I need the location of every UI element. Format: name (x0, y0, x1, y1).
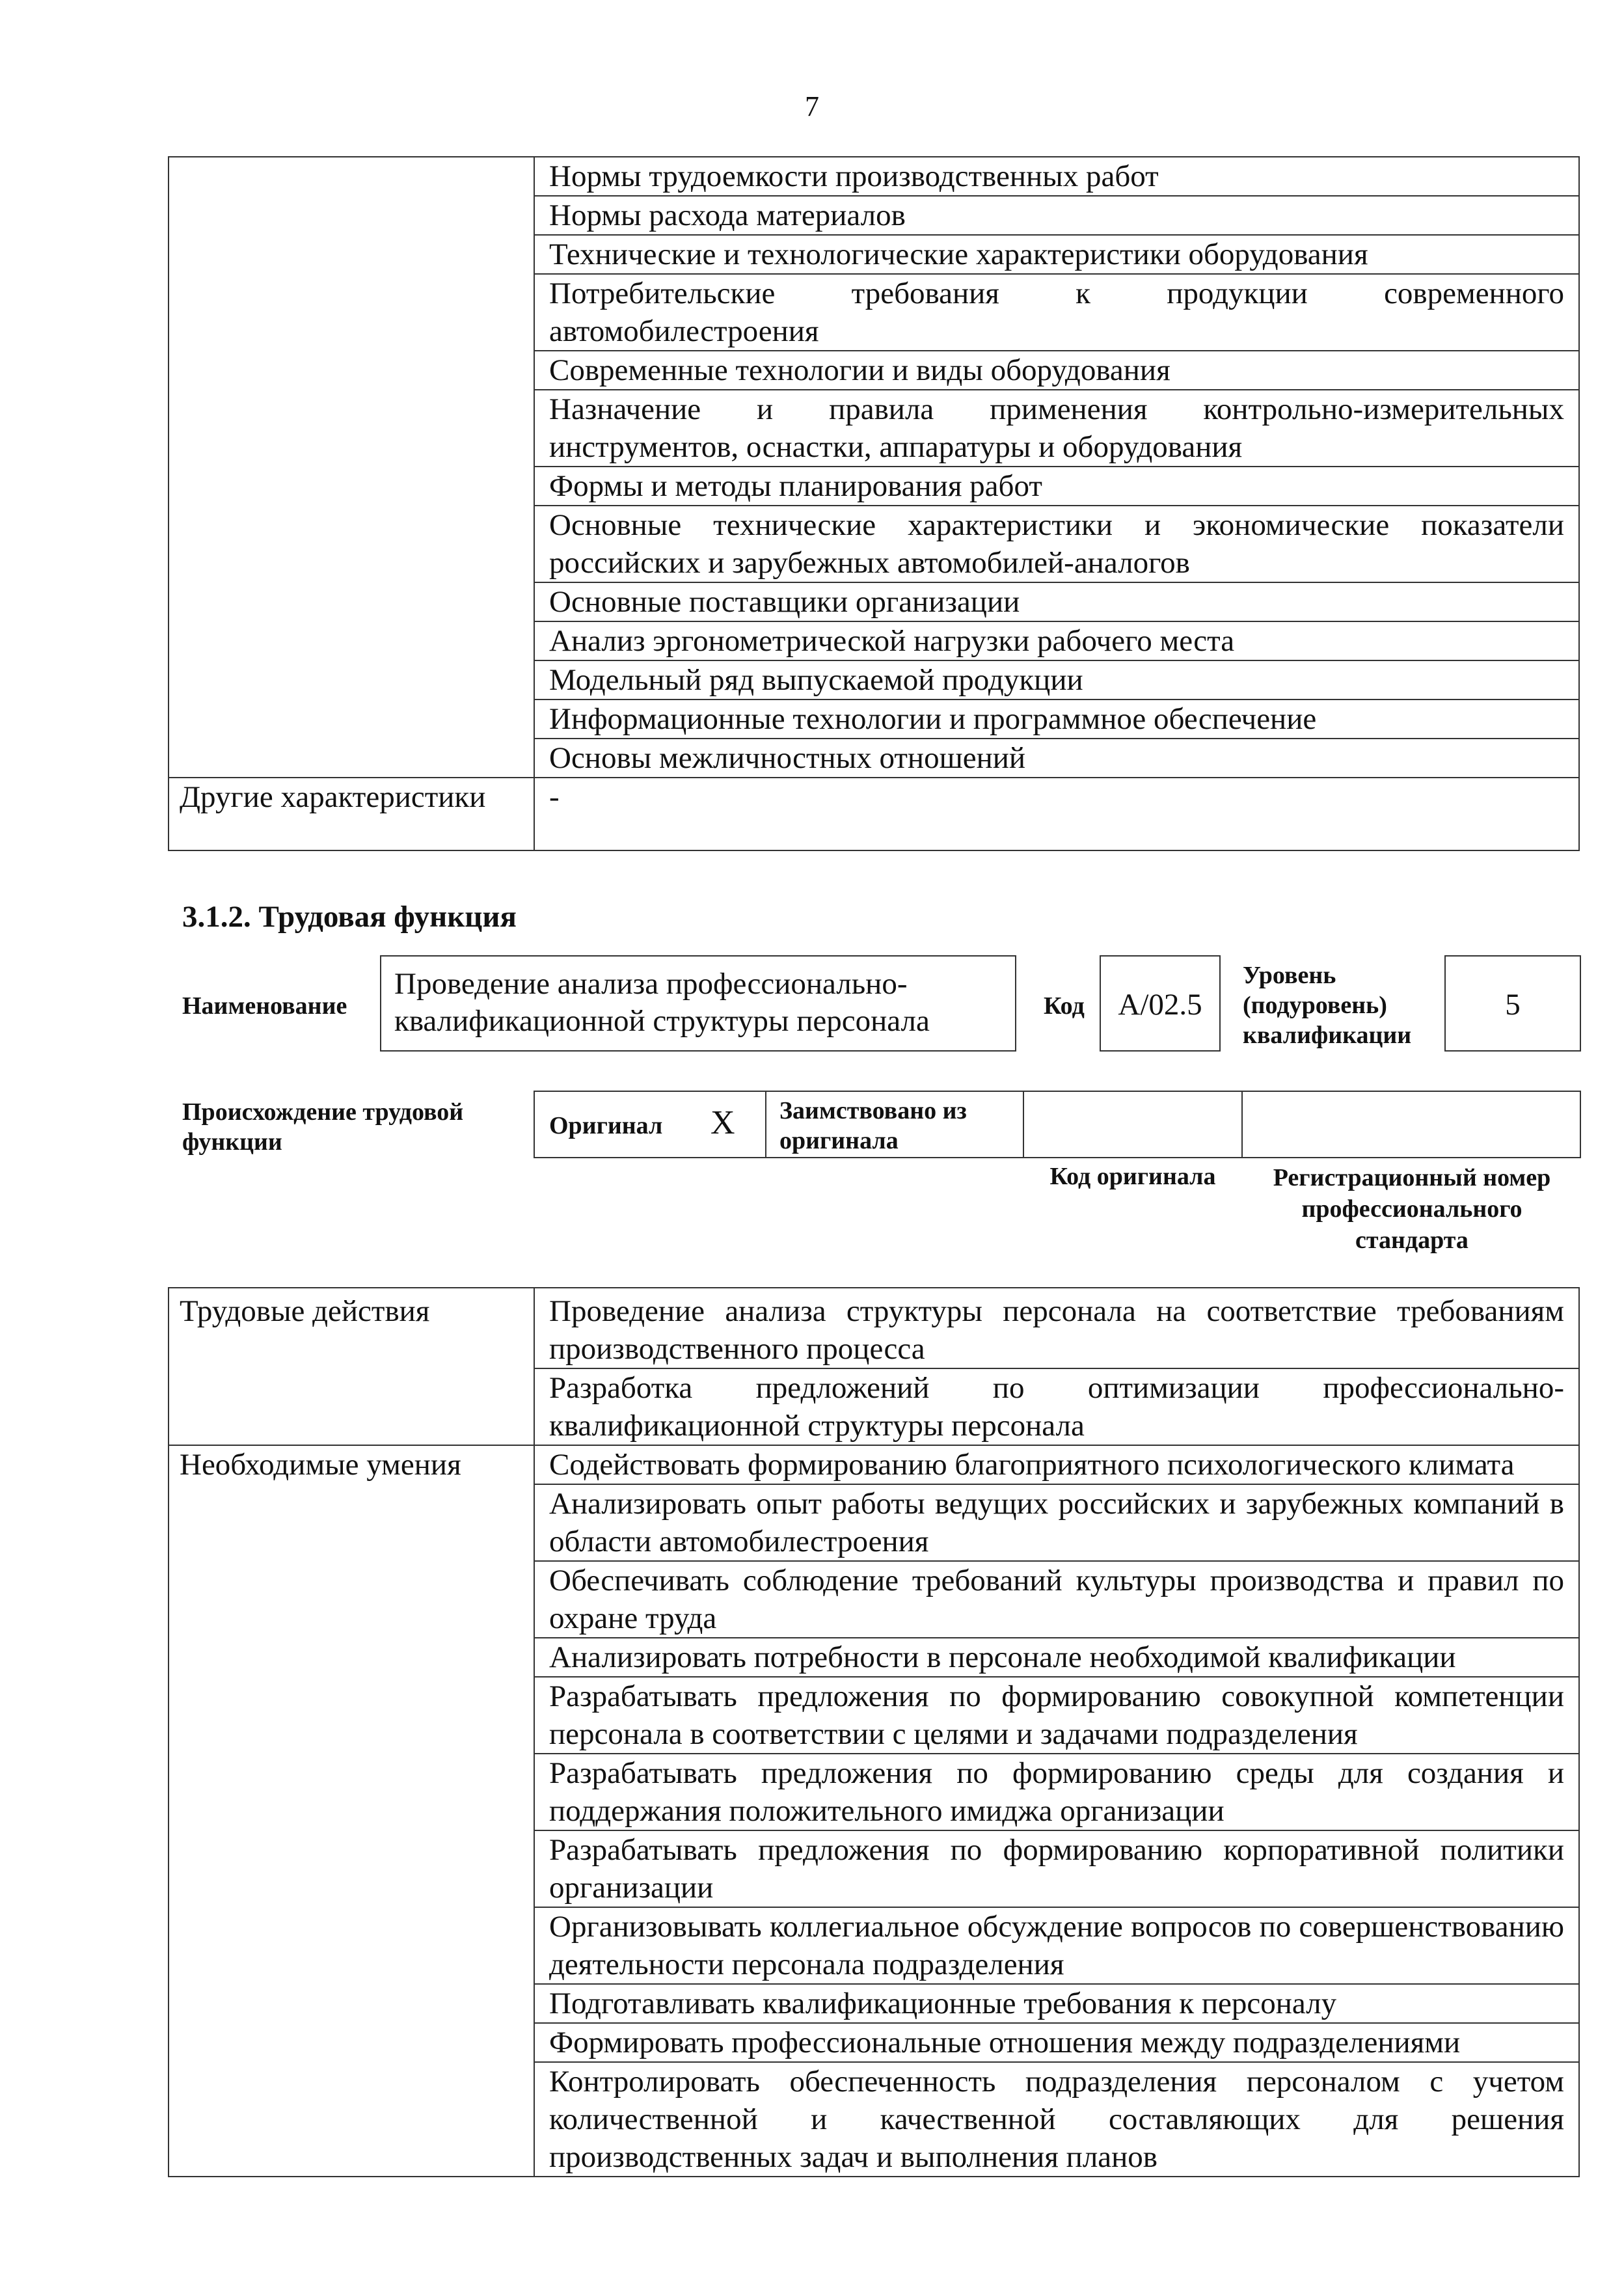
knowledge-item: Модельный ряд выпускаемой продукции (534, 660, 1579, 700)
section-title: 3.1.2. Трудовая функция (182, 900, 517, 934)
borrowed-cell (765, 1091, 1024, 1158)
page-number: 7 (805, 90, 819, 122)
original-cell (534, 1091, 766, 1158)
reg-number-caption: Регистрационный номер профессионального стандарта (1273, 1164, 1551, 1254)
level-value: 5 (1505, 988, 1521, 1022)
skill-item: Подготавливать квалификационные требования к персоналу (534, 1984, 1579, 2023)
code-original-caption: Код оригинала (1049, 1163, 1216, 1190)
name-label: Наименование (182, 992, 347, 1020)
code-value: A/02.5 (1118, 988, 1202, 1022)
skill-item: Анализировать потребности в персонале необходимой квалификации (534, 1638, 1579, 1677)
knowledge-item: Современные технологии и виды оборудования (534, 351, 1579, 390)
skill-item: Разрабатывать предложения по формированию среды для создания и поддержания положительного имиджа организации (534, 1754, 1579, 1830)
function-table (168, 1287, 1580, 2177)
level-value-box (1444, 955, 1581, 1052)
skill-item: Разрабатывать предложения по формированию совокупной компетенции персонала в соответствии с целями и задачами подразделения (534, 1677, 1579, 1754)
original-label: Оригинал (549, 1112, 663, 1139)
knowledge-item: Нормы трудоемкости производственных работ (534, 157, 1579, 196)
skill-item: Контролировать обеспеченность подразделения персоналом с учетом количественной и качественной составляющих для решения производственных задач и выполнения планов (534, 2062, 1579, 2177)
skill-item: Содействовать формированию благоприятного психологического климата (534, 1445, 1579, 1484)
knowledge-item: Назначение и правила применения контрольно-измерительных инструментов, оснастки, аппаратуры и оборудования (534, 390, 1579, 467)
knowledge-item: Основные технические характеристики и экономические показатели российских и зарубежных автомобилей-аналогов (534, 506, 1579, 582)
knowledge-item: Основы межличностных отношений (534, 739, 1579, 778)
skills-label-cell: Необходимые умения (169, 1445, 534, 2177)
original-mark: X (710, 1104, 735, 1141)
knowledge-item: Потребительские требования к продукции современного автомобилестроения (534, 274, 1579, 351)
code-value-box (1100, 955, 1221, 1052)
skill-item: Обеспечивать соблюдение требований культуры производства и правил по охране труда (534, 1561, 1579, 1638)
reg-number-cell (1241, 1091, 1581, 1158)
level-label: Уровень (подуровень) квалификации (1243, 962, 1412, 1049)
knowledge-item: Основные поставщики организации (534, 582, 1579, 621)
borrowed-label: Заимствовано из оригинала (779, 1097, 967, 1154)
skill-item: Формировать профессиональные отношения между подразделениями (534, 2023, 1579, 2062)
knowledge-item: Технические и технологические характеристики оборудования (534, 235, 1579, 274)
skill-item: Анализировать опыт работы ведущих российских и зарубежных компаний в области автомобилестроения (534, 1484, 1579, 1561)
origin-label: Происхождение трудовой функции (182, 1098, 464, 1156)
code-label: Код (1044, 992, 1085, 1020)
action-item: Разработка предложений по оптимизации профессионально-квалификационной структуры персонала (534, 1368, 1579, 1445)
name-value: Проведение анализа профессионально-квалификационной структуры персонала (394, 967, 930, 1038)
actions-label-cell: Трудовые действия (169, 1288, 534, 1445)
name-value-box (380, 955, 1016, 1052)
knowledge-item: Формы и методы планирования работ (534, 467, 1579, 506)
knowledge-item: Нормы расхода материалов (534, 196, 1579, 235)
knowledge-table (168, 156, 1580, 851)
knowledge-item: Информационные технологии и программное обеспечение (534, 700, 1579, 739)
knowledge-label-cell (169, 157, 534, 778)
action-item: Проведение анализа структуры персонала на соответствие требованиям производственного процесса (534, 1288, 1579, 1368)
other-characteristics-value: - (534, 778, 1579, 850)
skill-item: Организовывать коллегиальное обсуждение вопросов по совершенствованию деятельности персонала подразделения (534, 1907, 1579, 1984)
code-original-cell (1023, 1091, 1243, 1158)
other-characteristics-label: Другие характеристики (169, 778, 534, 850)
skill-item: Разрабатывать предложения по формированию корпоративной политики организации (534, 1830, 1579, 1907)
knowledge-item: Анализ эргонометрической нагрузки рабочего места (534, 621, 1579, 660)
